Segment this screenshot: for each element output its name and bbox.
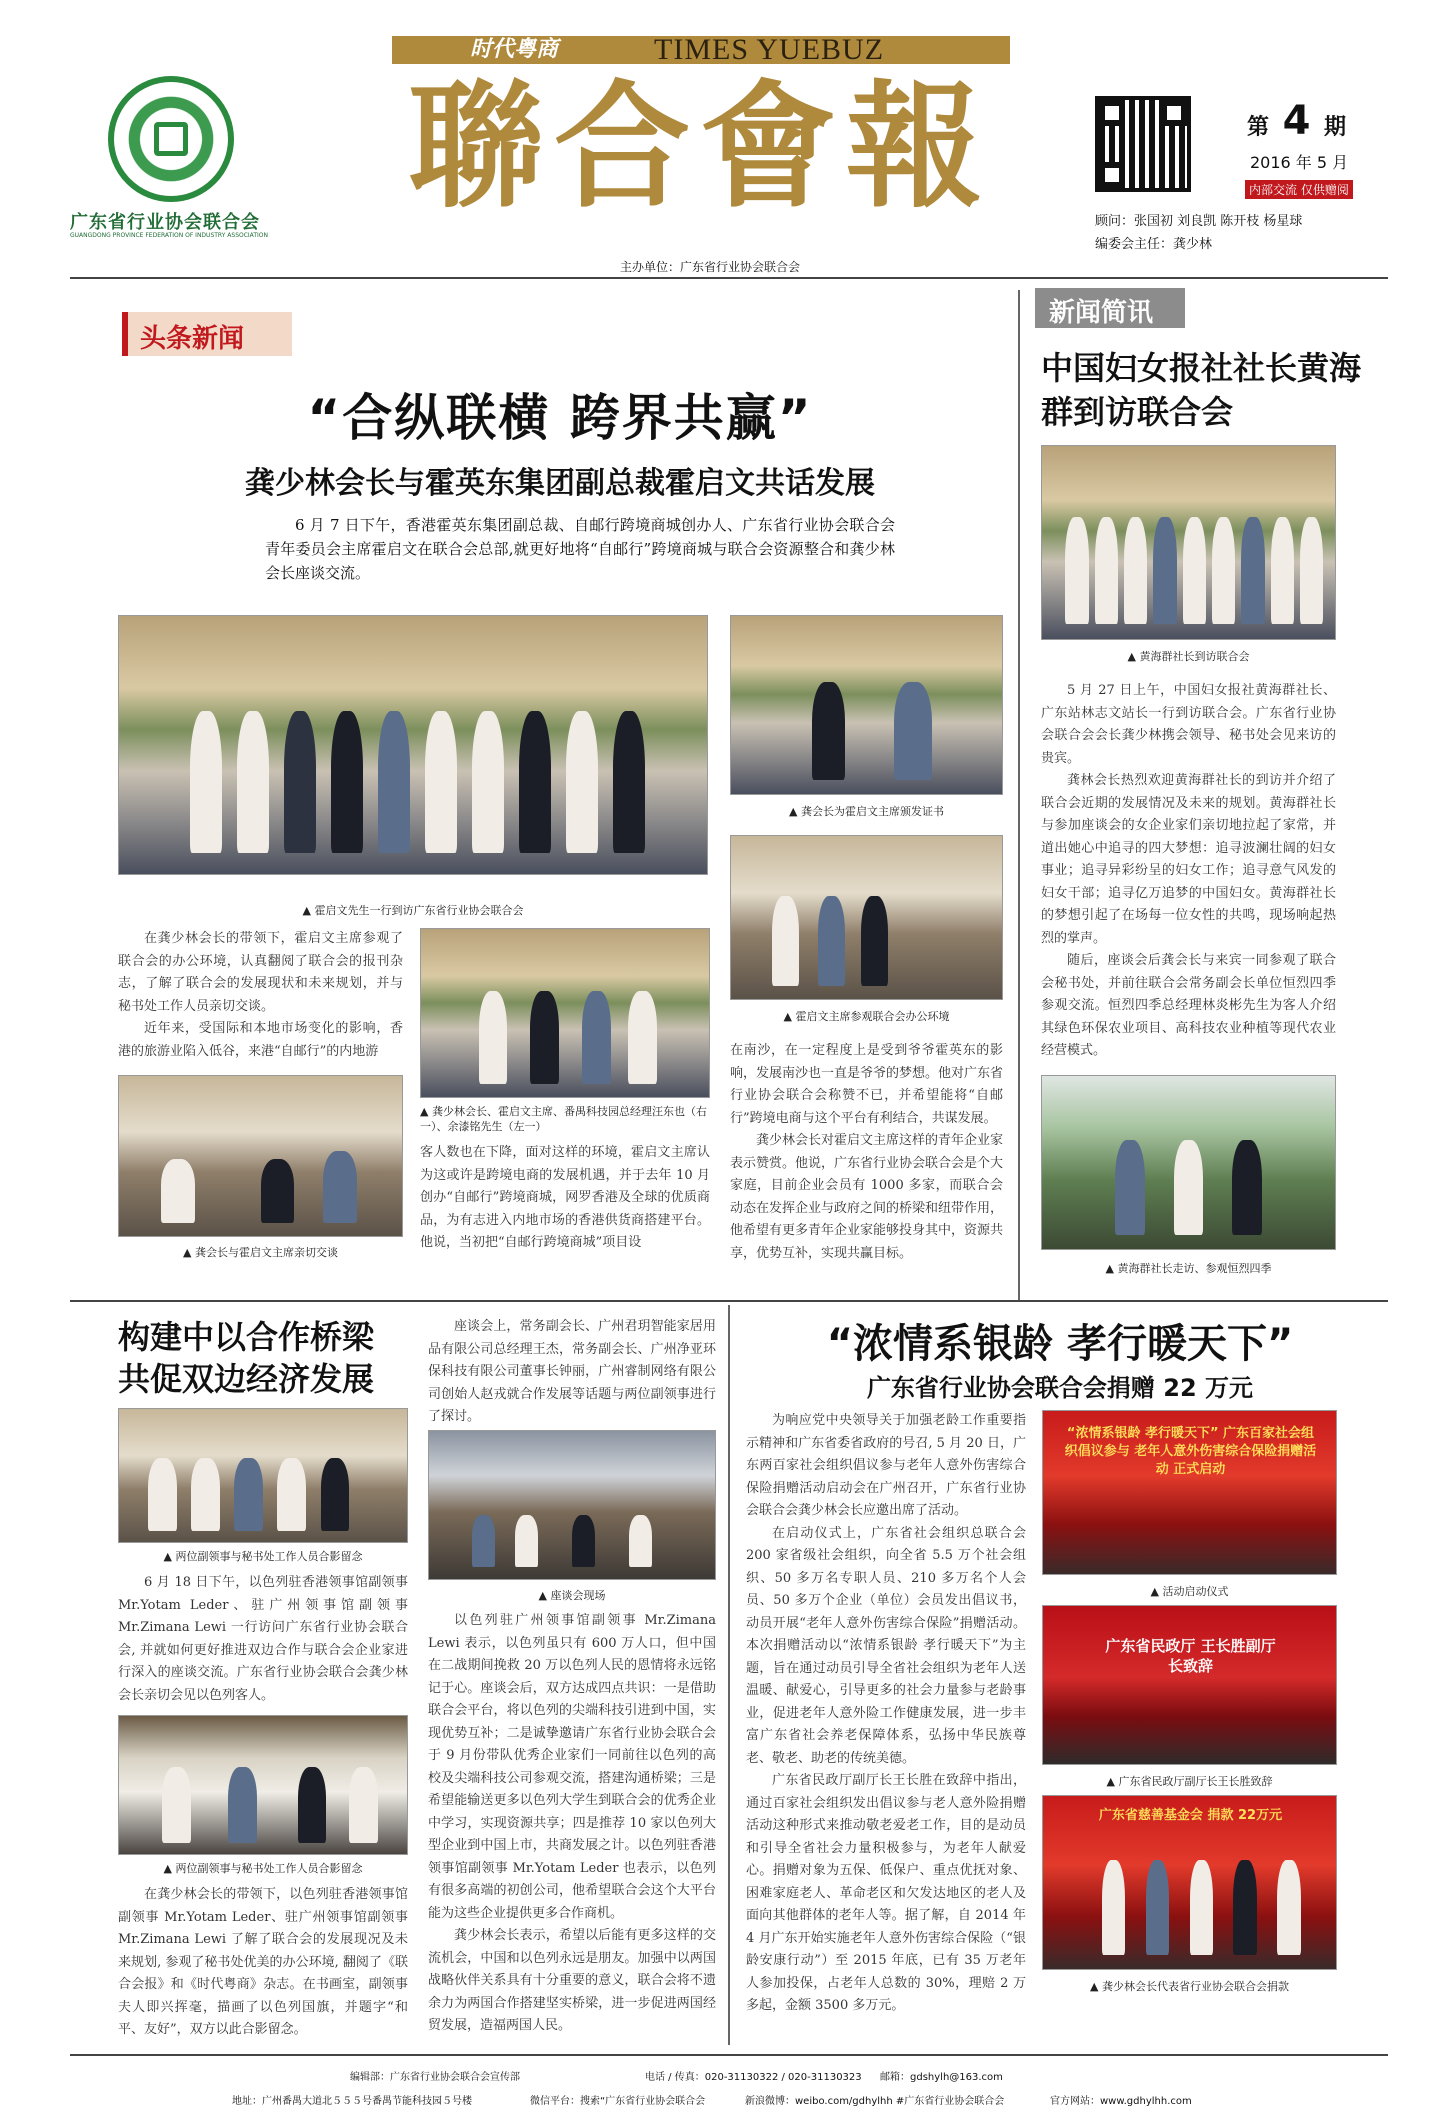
israel-p3 [428, 1316, 716, 1429]
caption-office-text: 霍启文主席参观联合会办公环境 [795, 1010, 950, 1023]
footer-weibo[interactable]: 新浪微博：weibo.com/gdhylhh #广东省行业协会联合会 [745, 2096, 1005, 2107]
caption-israel-1-text: 两位副领事与秘书处工作人员合影留念 [175, 1550, 363, 1563]
issue-label [1247, 98, 1346, 144]
israel-p4-text: 以色列驻广州领事馆副领事 Mr.Zimana Lewi 表示，以色列虽只有 600 万人口，但中国在二战期间挽救 20 万以色列人民的恩情将永远铭记于心。座谈会后，双方达成四点共识：一是借助联合会平台，将以色列的尖端科技引进到中国，实现优势互补；二是诚挚邀请广东省行业协会联合会于 9 月份带队优秀企业家们一同前往以色列的高校及尖端科技公司参观交流，搭建沟通桥梁；三是希望能输送更多以色列大学生到联合会的优秀企业中学习，实现资源共享；四是推荐 10 家以色列大型企业到中国上市，共商发展之计。以色列驻香港领事馆副领事 Mr.Yotam Leder 也表示，以色列有很多高端的初创公司，他希望联合会这个大平台能为这些企业提供更多合作商机。 [428, 1613, 716, 1921]
israel-p4 [428, 1610, 716, 2038]
brand-latin: TIMES YUEBUZ [654, 33, 885, 66]
lead-subhead: 龚少林会长与霍英东集团副总裁霍启文共话发展 [245, 466, 875, 501]
caption-cert-text: 龚会长为霍启文主席颁发证书 [800, 805, 944, 818]
caption-israel-3: ▲ 座谈会现场 [538, 1589, 606, 1602]
news-brief-body [1041, 680, 1336, 1063]
israel-story [0, 1300, 730, 2045]
photo-office [730, 835, 1003, 1000]
section-tag-text: 头条新闻 [140, 324, 245, 354]
caption-brief-1: ▲ 黄海群社长到访联合会 [1127, 650, 1250, 663]
news-brief-p3: 随后，座谈会后龚会长与来宾一同参观了联合会秘书处，并前往联合会常务副会长单位恒烈四季参观交流。恒烈四季总经理林炎彬先生为客人介绍其绿色环保农业项目、高科技农业种植等现代农业经营模式。 [1041, 953, 1336, 1058]
elderly-body [746, 1410, 1026, 2018]
photo-four [420, 928, 710, 1098]
israel-p1-text: 6 月 18 日下午，以色列驻香港领事馆副领事 Mr.Yotam Leder、驻广州领事馆副领事 Mr.Zimana Lewi 一行访问广东省行业协会联合会, 并就如何更好推进双边合作与联合会企业家进行深入的座谈交流。广东省行业协会联合会龚少林会长亲切会见以色列客人。 [118, 1575, 408, 1703]
elderly-story [730, 1300, 1406, 2045]
caption-brief-2: ▲ 黄海群社长走访、参观恒烈四季 [1105, 1262, 1272, 1275]
photo-talk [118, 1075, 403, 1237]
news-brief-p2: 龚林会长热烈欢迎黄海群社长的到访并介绍了联合会近期的发展情况及未来的规划。黄海群社长与参加座谈会的女企业家们亲切地拉起了家常，并道出她心中追寻的四大梦想：追寻波澜壮阔的妇女事业；追寻异彩纷呈的妇女工作；追寻意气风发的妇女干部；追寻亿万追梦的中国妇女。黄海群社长的梦想引起了在场每一位女性的共鸣，现场响起热烈的掌声。 [1041, 773, 1336, 946]
internal-note: 内部交流 仅供赠阅 [1245, 180, 1353, 199]
caption-israel-2: ▲ 两位副领事与秘书处工作人员合影留念 [163, 1862, 363, 1875]
qr-code [1095, 96, 1191, 192]
issue-date: 2016 年 5 月 [1250, 153, 1349, 172]
footer-wechat: 微信平台：搜索“广东省行业协会联合会 [530, 2096, 706, 2107]
footer-phone: 电话 / 传真：020-31130322 / 020-31130323 [645, 2072, 862, 2083]
caption-group-text: 霍启文先生一行到访广东省行业协会联合会 [314, 904, 524, 917]
editor-director: 编委会主任：龚少林 [1095, 237, 1213, 252]
sponsor: 主办单位：广东省行业协会联合会 [620, 260, 801, 274]
caption-cert: ▲ 龚会长为霍启文主席颁发证书 [789, 805, 944, 818]
photo-cert [730, 615, 1003, 795]
association-logo [108, 76, 234, 202]
elderly-p2: 在启动仪式上，广东省社会组织总联合会 200 家省级社会组织，向全省 5.5 万个社会组织、50 多万名专职人员、210 多万名个人会员、50 多万个企业（单位）会员发出倡议书，动员开展“老年人意外伤害综合保险”捐赠活动。本次捐赠活动以“浓情系银龄 孝行暖天下”为主题，旨在通过动员引导全省社会组织为老年人送温暖、献爱心，引导更多的社会力量参与老龄事业，促进老年人意外险工作健康发展，进一步丰富广东省社会养老保障体系，弘扬中华民族尊老、敬老、助老的传统美德。 [746, 1525, 1026, 1766]
caption-talk-text: 龚会长与霍启文主席亲切交谈 [194, 1246, 338, 1259]
israel-p2 [118, 1884, 408, 2042]
caption-four: ▲ 龚少林会长、霍启文主席、番禺科技园总经理汪东也（右一）、余漆铭先生（左一） [420, 1105, 707, 1133]
news-brief [1025, 280, 1405, 1300]
banner-launch: “浓情系银龄 孝行暖天下” 广东百家社会组织倡议参与 老年人意外伤害综合保险捐赠活动 正式启动 [1064, 1426, 1317, 1477]
caption-israel-3-text: 座谈会现场 [550, 1589, 606, 1602]
column-separator [1018, 290, 1020, 1300]
photo-israel-1 [118, 1408, 408, 1543]
newspaper-title: 聯合會報 [408, 67, 992, 227]
advisors: 顾问：张国初 刘良凯 陈开枝 杨星球 [1095, 214, 1303, 229]
caption-speech-text: 广东省民政厅副厅长王长胜致辞 [1118, 1775, 1273, 1788]
issue-suffix: 期 [1324, 115, 1347, 140]
lead-col2 [420, 1142, 710, 1255]
lead-col3 [730, 1040, 1003, 1265]
israel-p1 [118, 1572, 408, 1707]
caption-brief-1-text: 黄海群社长到访联合会 [1139, 650, 1250, 663]
caption-israel-1: ▲ 两位副领事与秘书处工作人员合影留念 [163, 1550, 363, 1563]
footer-address: 地址：广州番禺大道北５５５号番禺节能科技园５号楼 [232, 2096, 472, 2107]
photo-launch [1042, 1410, 1337, 1575]
lead-col1 [118, 928, 403, 1063]
photo-donation [1042, 1795, 1337, 1970]
issue-number: 4 [1282, 98, 1311, 144]
caption-israel-2-text: 两位副领事与秘书处工作人员合影留念 [175, 1862, 363, 1875]
elderly-p3: 广东省民政厅副厅长王长胜在致辞中指出，通过百家社会组织发出倡议参与老人意外险捐赠活动这种形式来推动敬老爱老工作，目的是动员和引导全省社会力量积极参与，为老年人献爱心。捐赠对象为五保、低保户、重点优抚对象、困难家庭老人、革命老区和欠发达地区的老人及面向其他群体的老年人等。据了解，自 2014 年 4 月广东开始实施老年人意外伤害综合保险（“银龄安康行动”）至 2015 年底，已有 35 万老年人参加投保，占老年人总数的 30%，理赔 2 万多起，金额 3500 多万元。 [746, 1773, 1026, 2013]
elderly-headline: “浓情系银龄 孝行暖天下” [826, 1321, 1294, 1367]
footer-editorial: 编辑部：广东省行业协会联合会宣传部 [350, 2072, 520, 2083]
lead-story [0, 280, 1025, 1300]
photo-speech [1042, 1605, 1337, 1765]
lead-col3-p1: 在南沙，在一定程度上是受到爷爷霍英东的影响，发展南沙也一直是爷爷的梦想。他对广东省行业协会联合会称赞不已，并希望能将“自邮行”跨境电商与这个平台有利结合，共谋发展。 [730, 1043, 1004, 1126]
israel-headline-2: 共促双边经济发展 [118, 1360, 375, 1398]
footer-rule [70, 2054, 1388, 2056]
israel-p3-text: 座谈会上，常务副会长、广州君玥智能家居用品有限公司总经理王杰，常务副会长、广州净亚环保科技有限公司董事长钟丽，广州睿制网络有限公司创始人赵戎就合作发展等话题与两位副领事进行了探讨。 [428, 1319, 716, 1424]
issue-prefix: 第 [1247, 115, 1270, 140]
footer [0, 2060, 1456, 2120]
caption-four-text: 龚少林会长、霍启文主席、番禺科技园总经理汪东也（右一）、余漆铭先生（左一） [420, 1105, 707, 1133]
lead-headline: “合纵联横 跨界共赢” [307, 389, 813, 447]
org-name: 广东省行业协会联合会 [70, 212, 260, 233]
news-brief-tag [1035, 288, 1185, 328]
lead-intro [265, 513, 895, 585]
masthead-rule [70, 277, 1388, 279]
photo-brief-2 [1041, 1075, 1336, 1250]
photo-israel-2 [118, 1715, 408, 1855]
lead-col1-p1: 在龚少林会长的带领下，霍启文主席参观了联合会的办公环境，认真翻阅了联合会的报刊杂志，了解了联合会的发展现状和未来规划，并与秘书处工作人员亲切交谈。 [118, 931, 403, 1014]
caption-launch-text: 活动启动仪式 [1162, 1585, 1229, 1598]
lead-col2-p1: 客人数也在下降，面对这样的环境，霍启文主席认为这或许是跨境电商的发展机遇，并于去年 10 月创办“自邮行”跨境商城，网罗香港及全球的优质商品，为有志进入内地市场的香港供货商搭建平台。他说，当初把“自邮行跨境商城”项目设 [420, 1145, 710, 1250]
masthead [0, 0, 1456, 274]
caption-donation-text: 龚少林会长代表省行业协会联合会捐款 [1101, 1980, 1289, 1993]
elderly-subhead: 广东省行业协会联合会捐赠 22 万元 [866, 1374, 1254, 1402]
lead-col3-p2: 龚少林会长对霍启文主席这样的青年企业家表示赞赏。他说，广东省行业协会联合会是个大家庭，目前企业会员有 1000 多家，而联合会动态在发挥企业与政府之间的桥梁和纽带作用，他希望有更多青年企业家能够投身其中，资源共享，优势互补，实现共赢目标。 [730, 1133, 1004, 1261]
caption-talk: ▲ 龚会长与霍启文主席亲切交谈 [183, 1246, 338, 1259]
photo-group [118, 615, 708, 875]
footer-website[interactable]: 官方网站：www.gdhylhh.com [1050, 2096, 1192, 2107]
caption-donation: ▲ 龚少林会长代表省行业协会联合会捐款 [1090, 1980, 1289, 1993]
israel-headline-1: 构建中以合作桥梁 [118, 1318, 375, 1356]
news-brief-p1: 5 月 27 日上午，中国妇女报社黄海群社长、广东站林志文站长一行到访联合会。广东省行业协会联合会会长龚少林携会领导、秘书处会见来访的贵宾。 [1041, 683, 1336, 766]
photo-israel-3 [428, 1430, 716, 1580]
caption-office: ▲ 霍启文主席参观联合会办公环境 [783, 1010, 950, 1023]
photo-brief-1 [1041, 445, 1336, 640]
caption-speech: ▲ 广东省民政厅副厅长王长胜致辞 [1106, 1775, 1273, 1788]
israel-p2-text: 在龚少林会长的带领下，以色列驻香港领事馆副领事 Mr.Yotam Leder、驻广州领事馆副领事 Mr.Zimana Lewi 了解了联合会的发展现况及未来规划, 参观了秘书处优美的办公环境, 翻阅了《联合会报》和《时代粤商》杂志。在书画室，副领事夫人即兴挥毫，描画了以色列国旗，并题字“和平、友好”，双方以此合影留念。 [118, 1887, 408, 2037]
banner-donation: 广东省慈善基金会 捐款 22万元 [1098, 1808, 1283, 1823]
elderly-p1: 为响应党中央领导关于加强老龄工作重要指示精神和广东省委省政府的号召, 5 月 20 日，广东两百家社会组织倡议参与老年人意外伤害综合保险捐赠活动启动会在广州召开，广东省行业协会联合会龚少林会长应邀出席了活动。 [746, 1413, 1026, 1518]
news-brief-headline: 中国妇女报社社长黄海群到访联合会 [1041, 349, 1362, 431]
banner-speech: 广东省民政厅 王长胜副厅长致辞 [1105, 1637, 1276, 1675]
caption-group: ▲ 霍启文先生一行到访广东省行业协会联合会 [302, 904, 524, 917]
israel-p5-text: 龚少林会长表示，希望以后能有更多这样的交流机会，中国和以色列永远是朋友。加强中以两国战略伙伴关系具有十分重要的意义，联合会将不遗余力为两国合作搭建坚实桥梁，进一步促进两国经贸发展，造福两国人民。 [428, 1928, 716, 2033]
caption-launch: ▲ 活动启动仪式 [1150, 1585, 1229, 1598]
section-tag-headline [122, 312, 292, 356]
brand-small: 时代粤商 [470, 37, 559, 62]
lead-intro-text: 6 月 7 日下午，香港霍英东集团副总裁、自邮行跨境商城创办人、广东省行业协会联合会青年委员会主席霍启文在联合会总部,就更好地将“自邮行”跨境商城与联合会资源整合和龚少林会长座谈交流。 [265, 516, 895, 582]
org-name-en: GUANGDONG PROVINCE FEDERATION OF INDUSTRY ASSOCIATION [70, 232, 268, 239]
footer-email[interactable]: 邮箱：gdshylh@163.com [880, 2072, 1003, 2083]
lead-col1-p2: 近年来，受国际和本地市场变化的影响，香港的旅游业陷入低谷，来港“自邮行”的内地游 [118, 1021, 403, 1059]
caption-brief-2-text: 黄海群社长走访、参观恒烈四季 [1117, 1262, 1272, 1275]
news-brief-tag-text: 新闻简讯 [1049, 298, 1154, 328]
